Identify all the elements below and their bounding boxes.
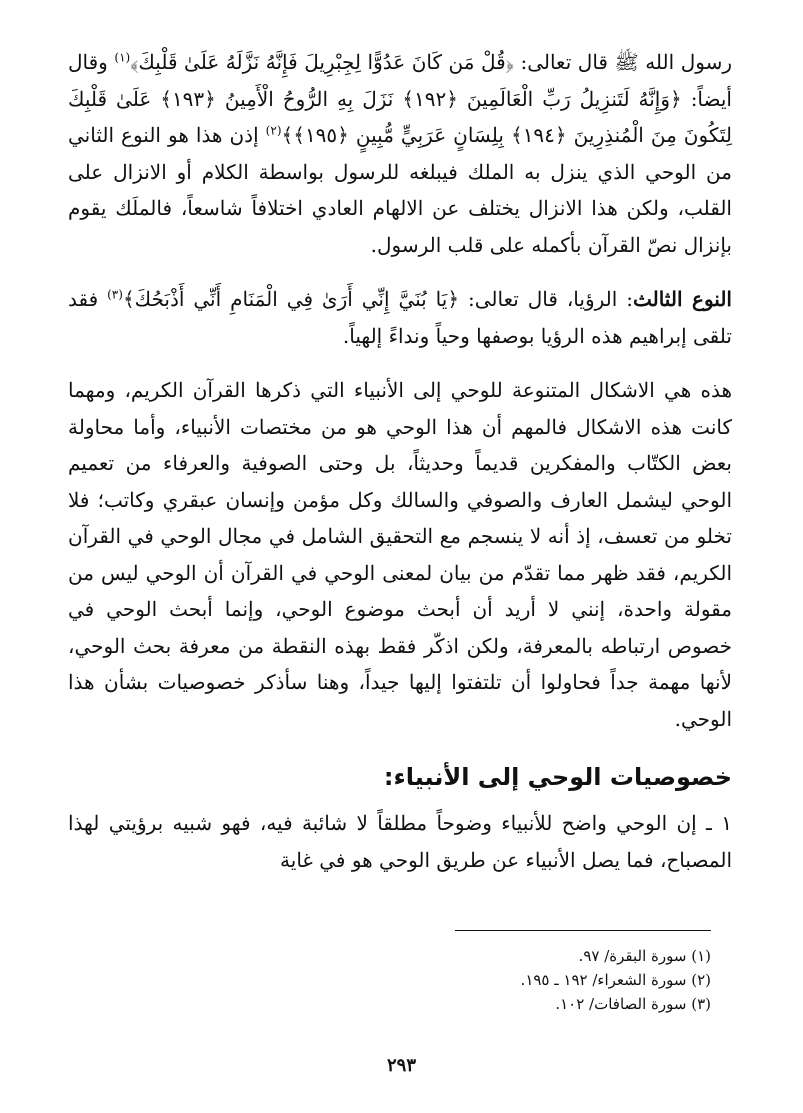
quran-verse-2: ﴿وَإِنَّهُ لَتَنزِيلُ رَبِّ الْعَالَمِينَ ﴿١٩٢﴾ نَزَلَ بِهِ الرُّوحُ الْأَمِينُ ﴿١٩٣﴾ عَلَىٰ قَلْبِكَ لِتَكُونَ مِنَ الْمُنذِرِينَ ﴿١٩٤﴾ بِلِسَانٍ عَرَبِيٍّ مُّبِينٍ ﴿١٩٥﴾﴾ (68, 86, 733, 147)
footnote-item: (٢) سورة الشعراء/ ١٩٢ ـ ١٩٥. (520, 971, 711, 989)
paragraph-1-rest: إذن هذا هو النوع الثاني من الوحي الذي ينزل به الملك فيبلغه للرسول بواسطة الكلام أو الانزال على القلب، ولكن هذا الانزال يختلف عن الالهام العادي اختلافاً شاسعاً، فالملَك يقوم بإنزال نصّ القرآن بأكمله على قلب الرسول. (68, 123, 732, 257)
paragraph-3: هذه هي الاشكال المتنوعة للوحي إلى الأنبياء التي ذكرها القرآن الكريم، ومهما كانت هذه الاشكال فالمهم أن هذا الوحي هو من مختصات الأنبياء، وأما محاولة بعض الكتّاب والمفكرين قديماً وحديثاً، بل وحتى الصوفية والعرفاء من تعميم الوحي ليشمل العارف والصوفي والسالك وكل مؤمن وإنسان عبقري وكاتب؛ فلا تخلو من تعسف، إذ أنه لا ينسجم مع التحقيق الشامل في مجال الوحي في القرآن الكريم، فقد ظهر مما تقدّم من بيان لمعنى الوحي في القرآن أن الوحي ليس من مقولة واحدة، إنني لا أريد أن أبحث موضوع الوحي، وإنما أبحث الوحي في خصوص ارتباطه بالمعرفة، ولكن اذكّر فقط بهذه النقطة من معرفة بحث الوحي، لأنها مهمة جداً فحاولوا أن تلتفتوا إليها جيداً، وهنا سأذكر خصوصيات بشأن هذا الوحي. (68, 378, 732, 731)
footnote-item: (٣) سورة الصافات/ ١٠٢. (555, 995, 711, 1013)
paragraph-1 (68, 44, 732, 263)
section-heading: خصوصيات الوحي إلى الأنبياء: (383, 763, 732, 791)
paragraph-2-label: النوع الثالث (632, 287, 732, 311)
footnote-ref-3[interactable]: (٣) (107, 287, 123, 302)
page-body (68, 44, 732, 878)
paragraph-2 (68, 281, 732, 354)
paragraph-4: ١ ـ إن الوحي واضح للأنبياء وضوحاً مطلقاً لا شائبة فيه، فهو شبيه برؤيتي لهذا المصباح، فما يصل الأنبياء عن طريق الوحي هو في غاية (68, 811, 732, 872)
paragraph-2-intro: : الرؤيا، قال تعالى: (459, 287, 633, 311)
page-number: ٢٩٣ (386, 1055, 416, 1076)
quran-verse-1: ﴿قُلْ مَن كَانَ عَدُوًّا لِجِبْرِيلَ فَإِنَّهُ نَزَّلَهُ عَلَىٰ قَلْبِكَ﴾ (130, 50, 514, 74)
footnote-divider (455, 930, 711, 931)
paragraph-1-mid: وقال أيضاً: (68, 50, 732, 111)
paragraph-2-rest: فقد تلقى إبراهيم هذه الرؤيا بوصفها وحياً ونداءً إلهياً. (68, 287, 732, 348)
paragraph-1-intro: رسول الله ﷺ قال تعالى: (513, 50, 732, 74)
footnote-item: (١) سورة البقرة/ ٩٧. (578, 947, 711, 965)
footnotes-list (71, 944, 711, 1016)
footnote-ref-2[interactable]: (٢) (265, 123, 282, 138)
quran-verse-3: ﴿يَا بُنَيَّ إِنِّي أَرَىٰ فِي الْمَنَامِ أَنِّي أَذْبَحُكَ﴾ (122, 287, 460, 311)
footnote-ref-1[interactable]: (١) (114, 50, 131, 65)
